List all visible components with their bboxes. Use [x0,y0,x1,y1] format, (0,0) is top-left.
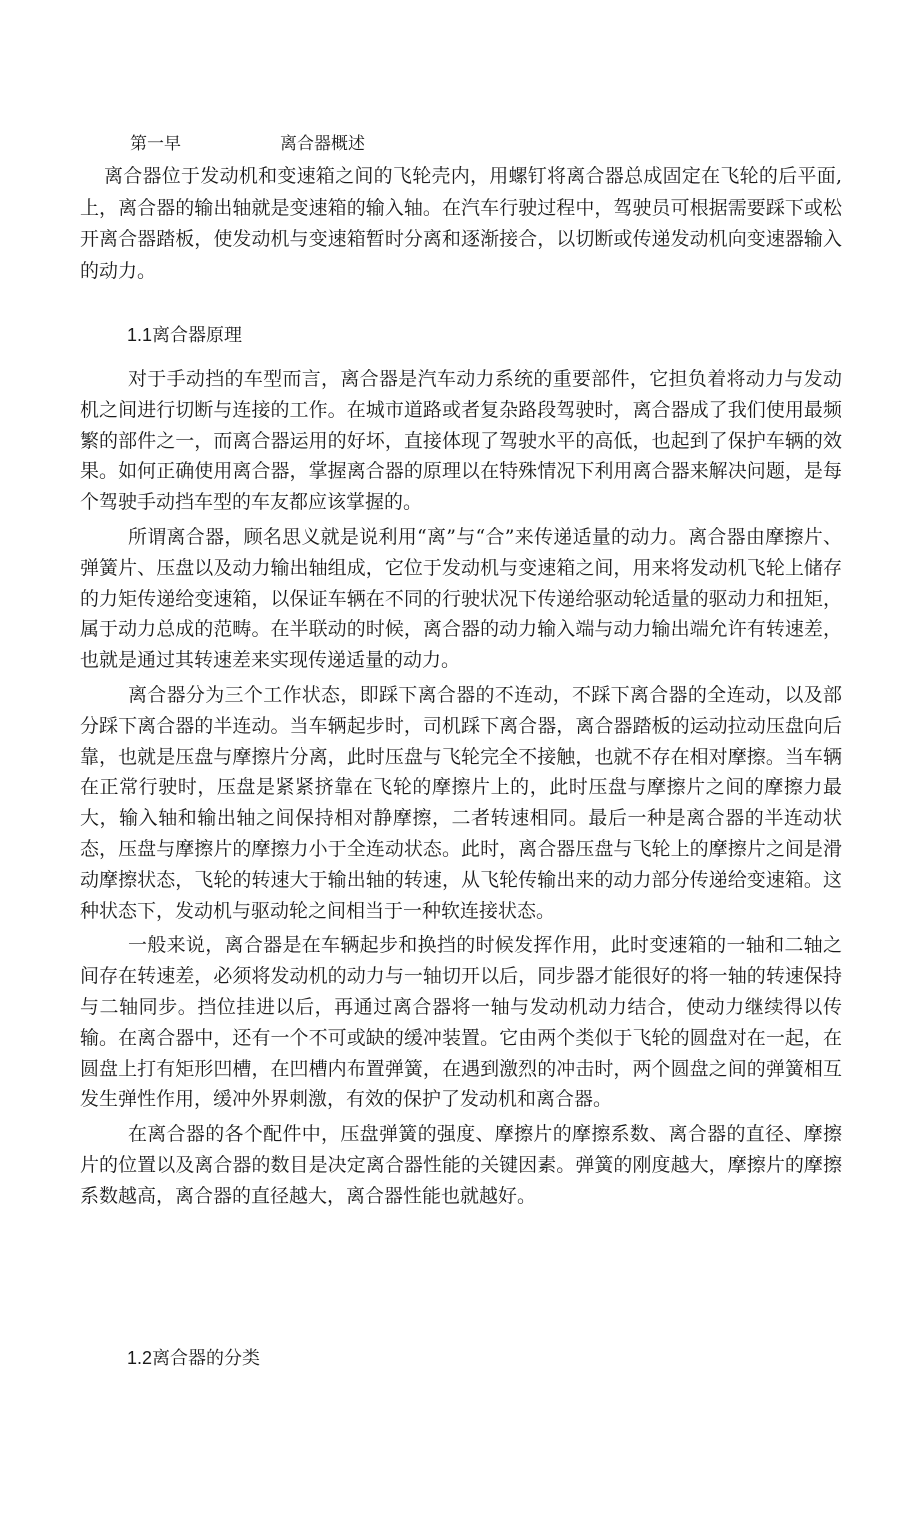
body-paragraph: 所谓离合器，顾名思义就是说利用“离”与“合”来传递适量的动力。离合器由摩擦片、弹簧片、压盘以及动力输出轴组成，它位于发动机与变速箱之间，用来将发动机飞轮上储存的力矩传递给变速箱，以保证车辆在不同的行驶状况下传递给驱动轮适量的驱动力和扭矩，属于动力总成的范畴。在半联动的时候，离合器的动力输入端与动力输出端允许有转速差，也就是通过其转速差来实现传递适量的动力。 [80,525,842,672]
body-paragraph: 在离合器的各个配件中，压盘弹簧的强度、摩擦片的摩擦系数、离合器的直径、摩擦片的位置以及离合器的数目是决定离合器性能的关键因素。弹簧的刚度越大，摩擦片的摩擦系数越高，离合器的直径越大，离合器性能也就越好。 [80,1123,842,1207]
section-1-body [80,364,842,1216]
chapter-heading [130,131,365,157]
body-paragraph: 对于手动挡的车型而言，离合器是汽车动力系统的重要部件，它担负着将动力与发动机之间进行切断与连接的工作。在城市道路或者复杂路段驾驶时，离合器成了我们使用最频繁的部件之一，而离合器运用的好坏，直接体现了驾驶水平的高低，也起到了保护车辆的效果。如何正确使用离合器，掌握离合器的原理以在特殊情况下利用离合器来解决问题，是每个驾驶手动挡车型的车友都应该掌握的。 [80,368,842,514]
chapter-title: 离合器概述 [280,134,365,154]
section-heading-1-2: 1.2离合器的分类 [127,1348,261,1368]
body-paragraph: 离合器分为三个工作状态，即踩下离合器的不连动，不踩下离合器的全连动，以及部分踩下离合器的半连动。当车辆起步时，司机踩下离合器，离合器踏板的运动拉动压盘向后靠，也就是压盘与摩擦片分离，此时压盘与飞轮完全不接触，也就不存在相对摩擦。当车辆在正常行驶时，压盘是紧紧挤靠在飞轮的摩擦片上的，此时压盘与摩擦片之间的摩擦力最大，输入轴和输出轴之间保持相对静摩擦，二者转速相同。最后一种是离合器的半连动状态，压盘与摩擦片的摩擦力小于全连动状态。此时，离合器压盘与飞轮上的摩擦片之间是滑动摩擦状态，飞轮的转速大于输出轴的转速，从飞轮传输出来的动力部分传递给变速箱。这种状态下，发动机与驱动轮之间相当于一种软连接状态。 [80,683,842,922]
chapter-number: 第一早 [130,134,181,154]
section-heading-1-1: 1.1离合器原理 [127,325,243,345]
intro-paragraph: 离合器位于发动机和变速箱之间的飞轮壳内，用螺钉将离合器总成固定在飞轮的后平面,上，离合器的输出轴就是变速箱的输入轴。在汽车行驶过程中，驾驶员可根据需要踩下或松开离合器踏板，使发动机与变速箱暂时分离和逐渐接合，以切断或传递发动机向变速器输入的动力。 [80,165,842,282]
body-paragraph: 一般来说，离合器是在车辆起步和换挡的时候发挥作用，此时变速箱的一轴和二轴之间存在转速差，必须将发动机的动力与一轴切开以后，同步器才能很好的将一轴的转速保持与二轴同步。挡位挂进以后，再通过离合器将一轴与发动机动力结合，使动力继续得以传输。在离合器中，还有一个不可或缺的缓冲装置。它由两个类似于飞轮的圆盘对在一起，在圆盘上打有矩形凹槽，在凹槽内布置弹簧，在遇到激烈的冲击时，两个圆盘之间的弹簧相互发生弹性作用，缓冲外界刺激，有效的保护了发动机和离合器。 [80,934,842,1111]
